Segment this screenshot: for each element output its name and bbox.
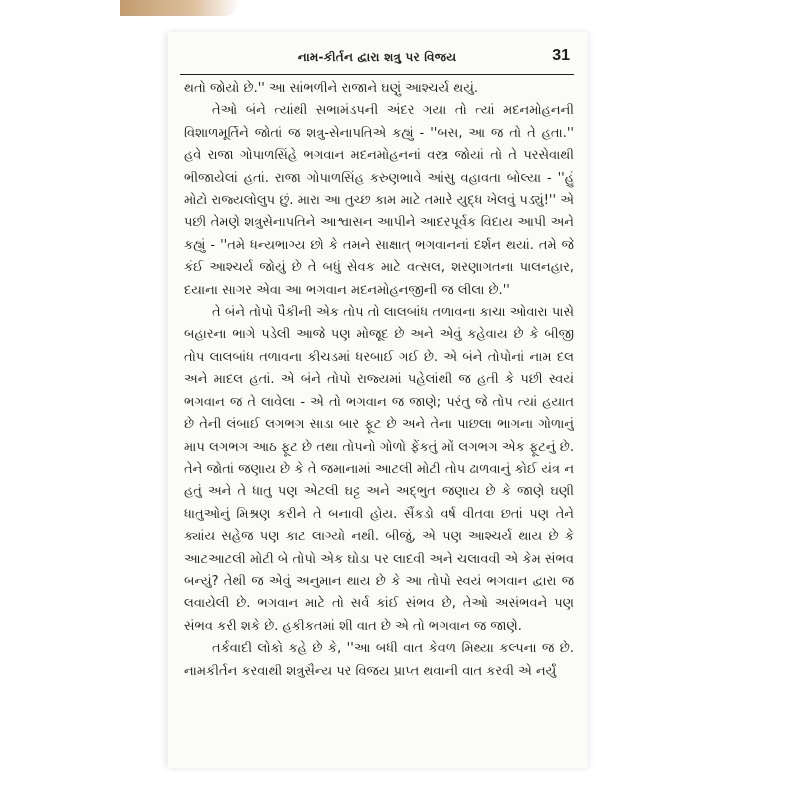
paragraph: થતો જોયો છે.'' આ સાંભળીને રાજાને ઘણું આશ્ચર્ય થયું. <box>184 81 479 96</box>
paragraph: તર્કવાદી લોકો કહે છે કે, ''આ બધી વાત કેવળ મિથ્યા કલ્પના જ છે. નામકીર્તન કરવાથી શત્રુસૈન્ય પર વિજય પ્રાપ્ત થવાની વાત કરવી એ નર્યું <box>184 641 574 679</box>
page-number: 31 <box>552 47 570 64</box>
running-header <box>180 44 574 75</box>
book-page <box>168 32 588 768</box>
decorative-corner <box>120 0 240 16</box>
paragraph: તેઓ બંને ત્યાંથી સભામંડપની અંદર ગયા તો ત્યાં મદનમોહનની વિશાળમૂર્તિને જોતાં જ શત્રુ-સેનાપતિએ કહ્યું - ''બસ, આ જ તો તે હતા.'' હવે રાજા ગોપાળસિંહે ભગવાન મદનમોહનનાં વસ્ત્ર જોયાં તો તે પરસેવાથી ભીજાયેલાં હતાં. રાજા ગોપાળસિંહ કરુણભાવે આંસુ વહાવતા બોલ્યા - ''હું મોટો રાજ્યલોલુપ છું. મારા આ તુચ્છ કામ માટે તમારે યુદ્ધ ખેલવું પડ્યું!'' એ પછી તેમણે શત્રુસેનાપતિને આશ્વાસન આપીને આદરપૂર્વક વિદાય આપી અને કહ્યું - ''તમે ધન્યભાગ્ય છો કે તમને સાક્ષાત્ ભગવાનનાં દર્શન થયાં. તમે જે કંઈ આશ્ચર્ય જોયું છે તે બધું સેવક માટે વત્સલ, શરણાગતના પાલનહાર, દયાના સાગર એવા આ ભગવાન મદનમોહનજીની જ લીલા છે.'' <box>184 103 574 298</box>
chapter-title: નામ-કીર્તન દ્વારા શત્રુ પર વિજય <box>297 50 457 64</box>
body-text <box>184 78 574 758</box>
paragraph: તે બંને તોપો પૈકીની એક તોપ તો લાલબાંધ તળાવના કાચા ઓવારા પાસે બહારના ભાગે પડેલી આજે પણ મોજૂદ છે અને એવું કહેવાય છે કે બીજી તોપ લાલબાંધ તળાવના કીચડમાં ધરબાઈ ગઈ છે. એ બંને તોપોનાં નામ દલ અને માદલ હતાં. એ બંને તોપો રાજ્યમાં પહેલાંથી જ હતી કે પછી સ્વયં ભગવાન જ તે લાવેલા - એ તો ભગવાન જ જાણે; પરંતુ જે તોપ ત્યાં હયાત છે તેની લંબાઈ લગભગ સાડા બાર ફૂટ છે અને તેના પાછલા ભાગના ગોળાનું માપ લગભગ આઠ ફૂટ છે તથા તોપનો ગોળો ફેંકતું મોં લગભગ એક ફૂટનું છે. તેને જોતાં જણાય છે કે તે જમાનામાં આટલી મોટી તોપ ઢાળવાનું કોઈ યંત્ર ન હતું અને તે ધાતુ પણ એટલી ઘટ્ટ અને અદ્ભુત જણાય છે કે જાણે ઘણી ધાતુઓનું મિશ્રણ કરીને તે બનાવી હોય. સૈંકડો વર્ષ વીતવા છતાં પણ તેને ક્યાંય સહેજ પણ કાટ લાગ્યો નથી. બીજું, એ પણ આશ્ચર્ય થાય છે કે આટઆટલી મોટી બે તોપો એક ઘોડા પર લાદવી અને ચલાવવી એ કેમ સંભવ બન્યું? તેથી જ એવું અનુમાન થાય છે કે આ તોપો સ્વયં ભગવાન દ્વારા જ લવાયેલી છે. ભગવાન માટે તો સર્વ કાંઈ સંભવ છે, તેઓ અસંભવને પણ સંભવ કરી શકે છે. હકીકતમાં શી વાત છે એ તો ભગવાન જ જાણે. <box>184 305 574 634</box>
